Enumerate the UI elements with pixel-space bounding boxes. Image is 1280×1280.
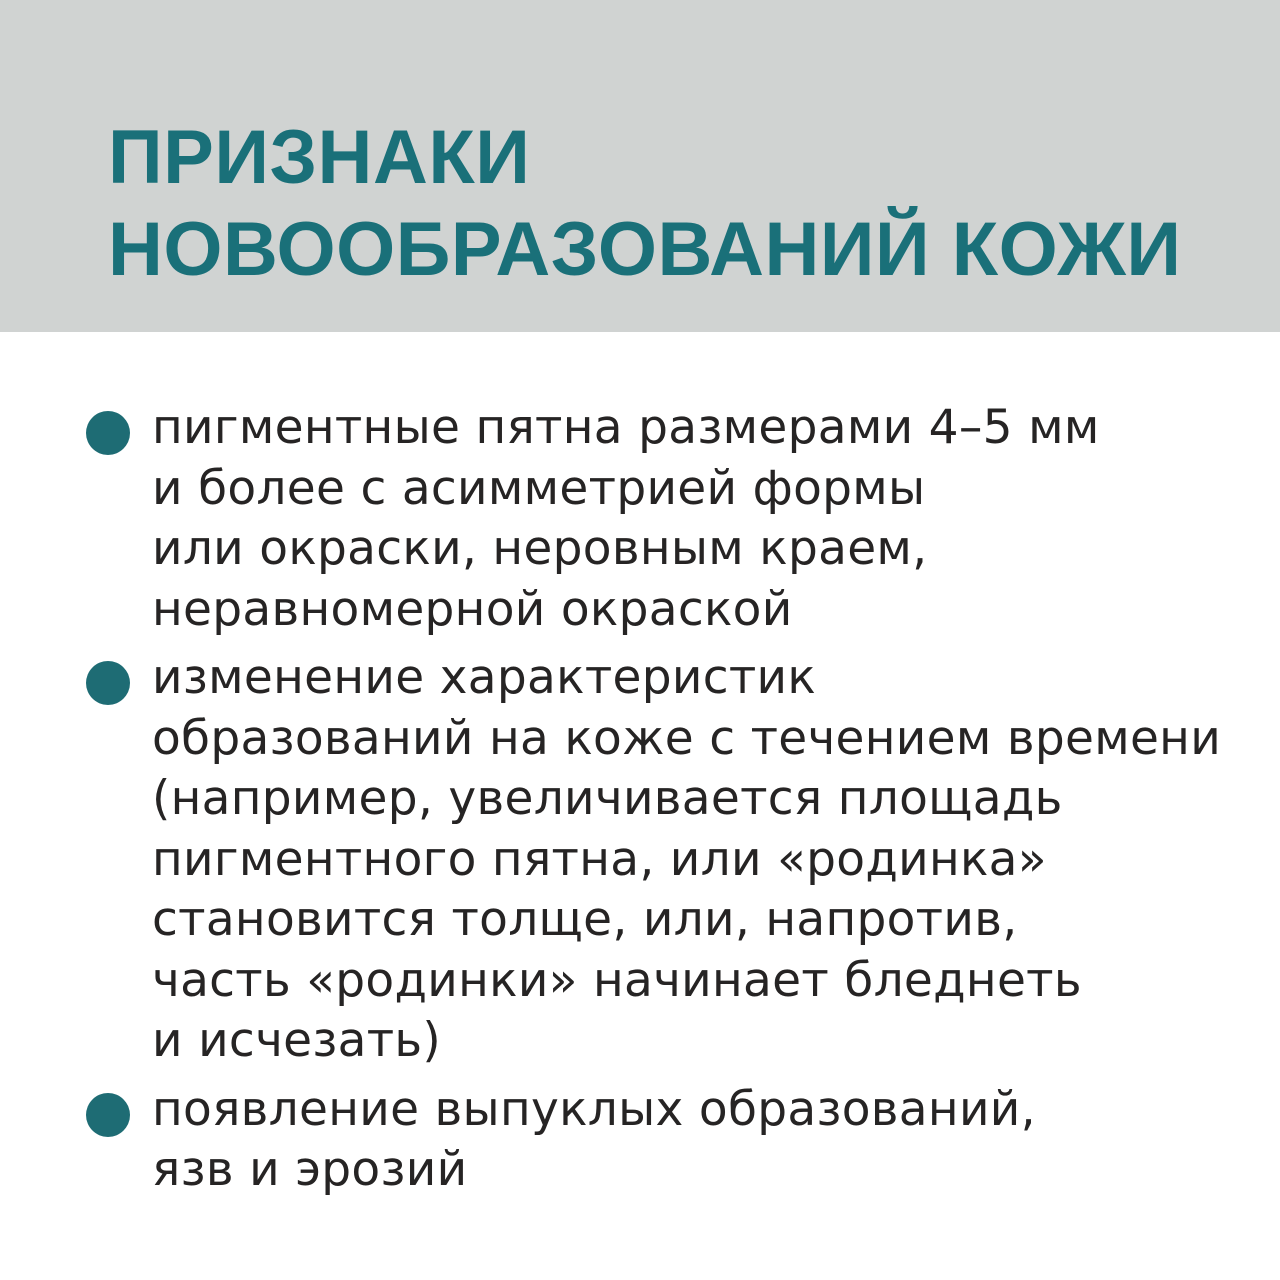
- signs-list: [0, 398, 1280, 1209]
- list-item: [0, 1080, 1280, 1201]
- title-line-2: НОВООБРАЗОВАНИЙ КОЖИ: [108, 207, 1182, 292]
- page-title: [108, 112, 1182, 296]
- item-text-line: образований на коже с течением времени: [152, 710, 1222, 766]
- item-text-line: появление выпуклых образований,: [152, 1081, 1036, 1137]
- bullet-icon: [86, 411, 130, 455]
- item-text-line: пигментные пятна размерами 4–5 мм: [152, 400, 1100, 455]
- header-banner: [0, 0, 1280, 332]
- title-line-1: ПРИЗНАКИ: [108, 115, 531, 200]
- item-text-line: пигментного пятна, или «родинка»: [152, 831, 1047, 887]
- item-text-line: становится толще, или, напротив,: [152, 892, 1018, 947]
- bullet-icon: [86, 661, 130, 705]
- list-item: [0, 648, 1280, 1072]
- item-text-line: (например, увеличивается площадь: [152, 771, 1063, 826]
- item-text-line: и более с асимметрией формы: [152, 460, 926, 516]
- item-text-line: неравномерной окраской: [152, 581, 793, 637]
- item-text-line: или окраски, неровным краем,: [152, 521, 928, 576]
- item-text-line: изменение характеристик: [152, 650, 817, 705]
- list-item: [0, 398, 1280, 640]
- item-text-line: язв и эрозий: [152, 1142, 468, 1197]
- item-text-line: часть «родинки» начинает бледнеть: [152, 952, 1082, 1008]
- bullet-icon: [86, 1093, 130, 1137]
- item-text-line: и исчезать): [152, 1013, 442, 1068]
